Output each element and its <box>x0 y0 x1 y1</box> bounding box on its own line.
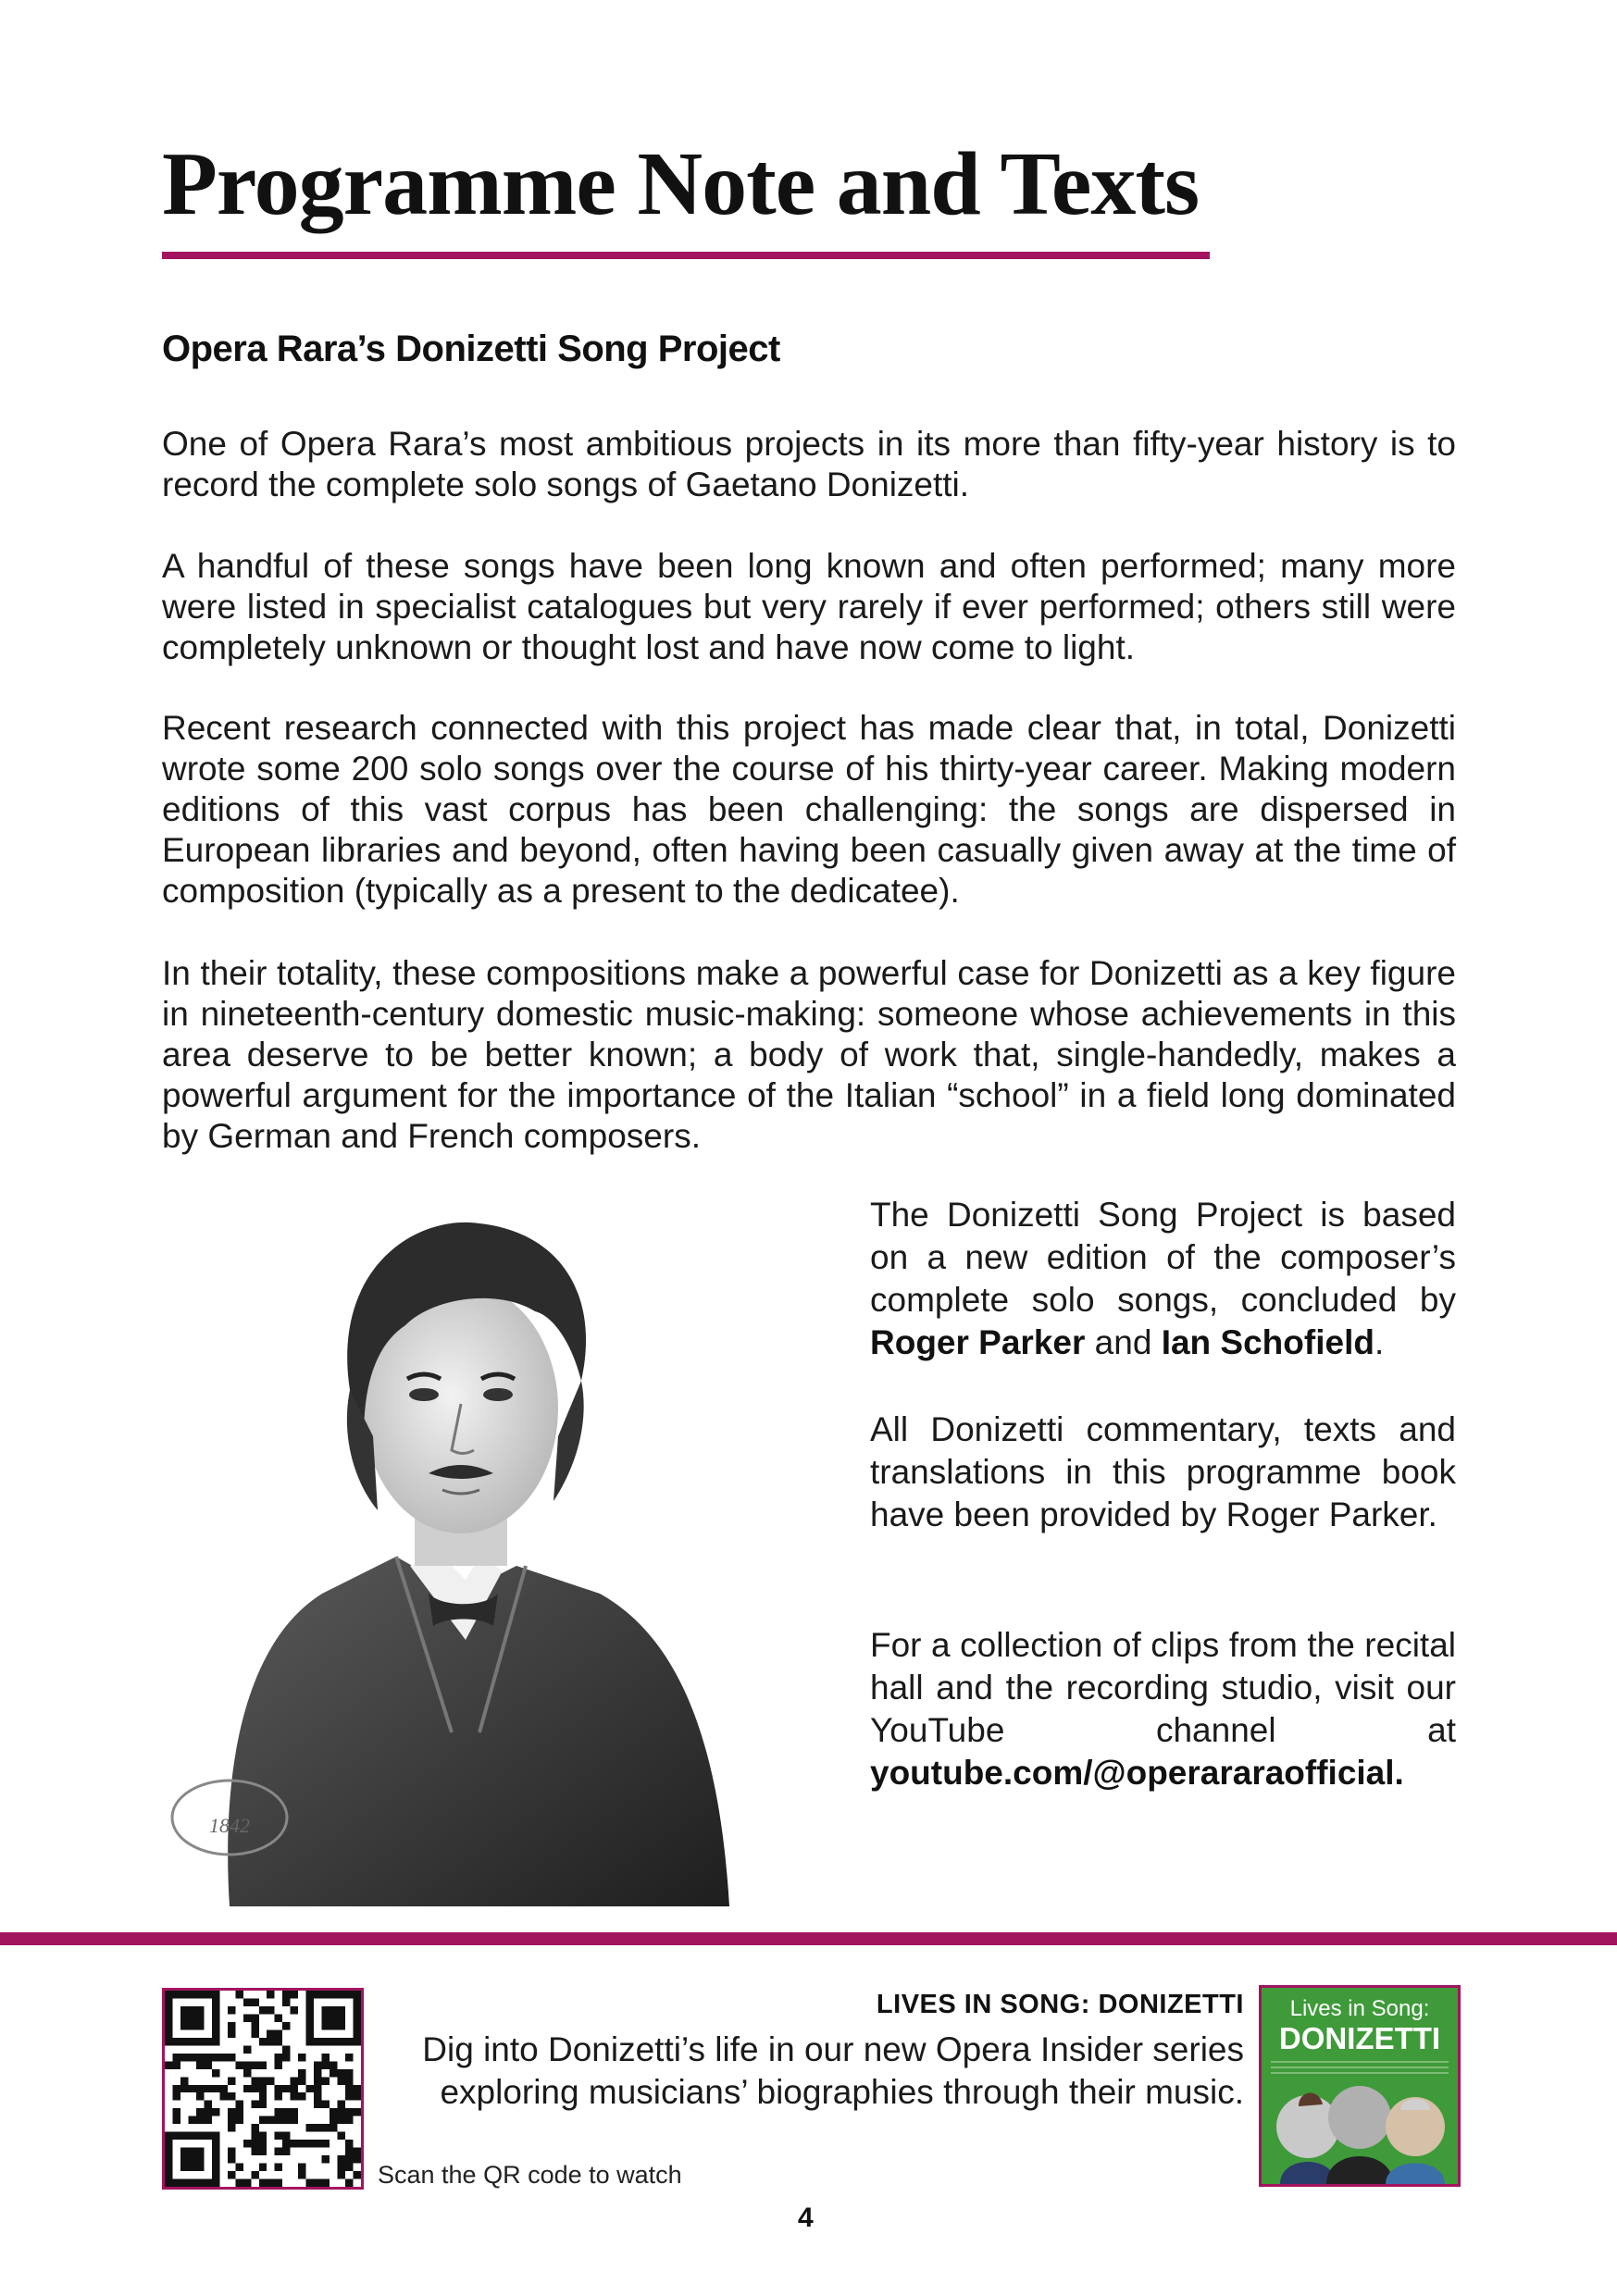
author-name-2: Ian Schofield <box>1161 1323 1374 1361</box>
promo-heading: LIVES IN SONG: DONIZETTI <box>876 1990 1244 2019</box>
page-number: 4 <box>798 2203 814 2233</box>
sidebar-paragraph-3 <box>870 1624 1456 1794</box>
intro-paragraph-4: In their totality, these compositions make a powerful case for Donizetti as a key figure in nineteenth-century domestic music-making: someone whose achievements in this area deserve to be better known; a body of work that, single-handedly, makes a powerful argument for the importance of the Italian “school” in a field long dominated by German and French composers. <box>162 954 1456 1155</box>
intro-paragraph-2: A handful of these songs have been long known and often performed; many more were listed in specialist catalogues but very rarely if ever performed; others still were completely unknown or thought lost and have now come to light. <box>162 547 1456 666</box>
sidebar-text: . <box>1374 1323 1385 1361</box>
footer-divider <box>0 1932 1617 1945</box>
scan-note: Scan the QR code to watch <box>378 2161 682 2189</box>
lives-in-song-thumbnail[interactable] <box>1259 1985 1461 2187</box>
qr-code[interactable] <box>162 1988 364 2190</box>
donizetti-portrait-image <box>165 1159 803 1906</box>
promo-text: Dig into Donizetti’s life in our new Opera Insider series exploring musicians’ biographies through their music. <box>422 2030 1244 2111</box>
section-heading: Opera Rara’s Donizetti Song Project <box>162 329 780 369</box>
intro-paragraph-3: Recent research connected with this project has made clear that, in total, Donizetti wrote some 200 solo songs over the course of his thirty-year career. Making modern editions of this vast corpus has been challenging: the songs are dispersed in European libraries and beyond, often having been casually given away at the time of composition (typically as a present to the dedicatee). <box>162 709 1456 910</box>
thumbnail-line-1: Lives in Song: <box>1289 1996 1430 2021</box>
page-title: Programme Note and Texts <box>162 134 1200 234</box>
thumbnail-line-2: DONIZETTI <box>1278 2021 1441 2055</box>
sidebar-paragraph-2: All Donizetti commentary, texts and translations in this programme book have been provided by Roger Parker. <box>870 1410 1456 1533</box>
author-name-1: Roger Parker <box>870 1323 1086 1361</box>
youtube-link[interactable]: youtube.com/@operararaofficial. <box>870 1754 1404 1792</box>
intro-paragraph-1: One of Opera Rara’s most ambitious projects in its more than fifty-year history is to record the complete solo songs of Gaetano Donizetti. <box>162 425 1456 503</box>
sidebar-paragraph-1 <box>870 1194 1456 1364</box>
sidebar-text: and <box>1085 1323 1162 1361</box>
portrait-inscription: 1842 <box>209 1814 250 1837</box>
sidebar-text: The Donizetti Song Project is based on a new edition of the composer’s complete solo songs, concluded by <box>870 1196 1456 1319</box>
sidebar-text: For a collection of clips from the recital hall and the recording studio, visit our YouTube channel at <box>870 1626 1456 1749</box>
title-underline <box>162 252 1210 259</box>
